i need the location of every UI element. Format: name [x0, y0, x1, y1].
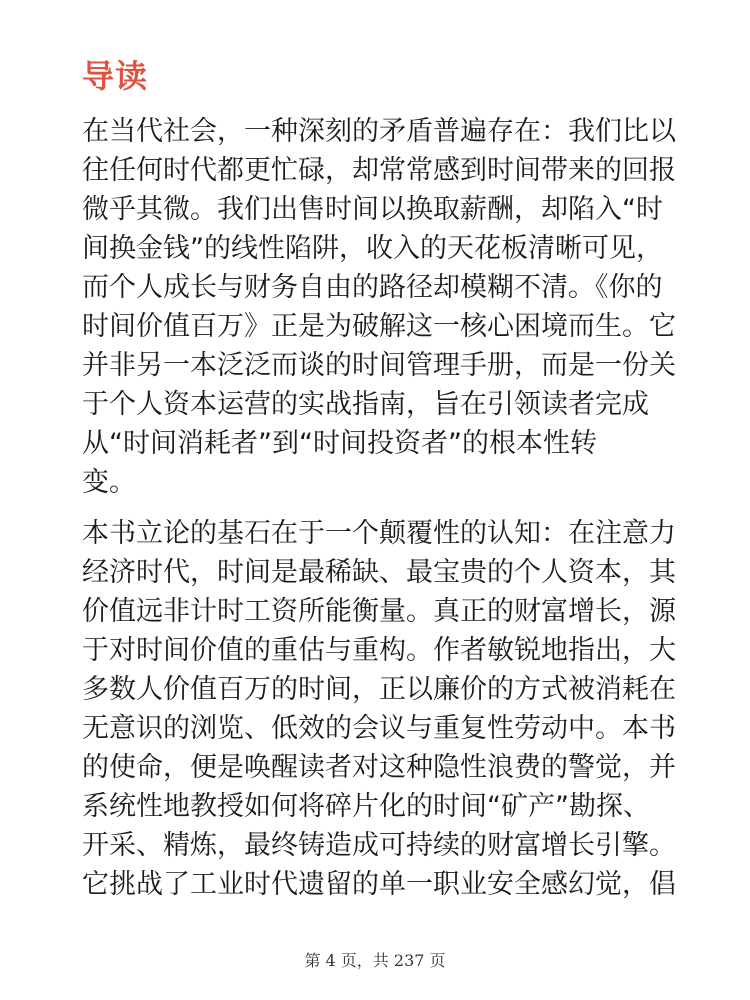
page-number: 第 4 页，共 237 页 — [304, 951, 446, 970]
text-line: 于个人资本运营的实战指南，旨在引领读者完成 — [82, 389, 649, 420]
text-line: 而个人成长与财务自由的路径却模糊不清。《你的 — [82, 272, 663, 303]
text-line: 变。 — [82, 467, 136, 498]
text-line: 价值远非计时工资所能衡量。真正的财富增长，源 — [82, 596, 676, 627]
text-line: 经济时代，时间是最稀缺、最宝贵的个人资本，其 — [82, 557, 676, 588]
paragraph — [82, 514, 676, 904]
text-line: 无意识的浏览、低效的会议与重复性劳动中。本书 — [82, 713, 676, 744]
text-line: 从“时间消耗者”到“时间投资者”的根本性转 — [82, 428, 597, 459]
text-line: 开采、精炼，最终铸造成可持续的财富增长引擎。 — [82, 830, 676, 861]
text-line: 的使命，便是唤醒读者对这种隐性浪费的警觉，并 — [82, 752, 676, 783]
text-line: 于对时间价值的重估与重构。作者敏锐地指出，大 — [82, 635, 676, 666]
text-line: 往任何时代都更忙碌，却常常感到时间带来的回报 — [82, 155, 676, 186]
text-line: 在当代社会，一种深刻的矛盾普遍存在：我们比以 — [82, 116, 676, 147]
text-line: 间换金钱”的线性陷阱，收入的天花板清晰可见， — [82, 233, 663, 264]
body-text — [82, 112, 676, 916]
text-line: 时间价值百万》正是为破解这一核心困境而生。它 — [82, 311, 676, 342]
text-line: 本书立论的基石在于一个颠覆性的认知：在注意力 — [82, 518, 676, 549]
text-line: 并非另一本泛泛而谈的时间管理手册，而是一份关 — [82, 350, 676, 381]
text-line: 多数人价值百万的时间，正以廉价的方式被消耗在 — [82, 674, 676, 705]
text-line: 微乎其微。我们出售时间以换取薪酬，却陷入“时 — [82, 194, 663, 225]
text-line: 系统性地教授如何将碎片化的时间“矿产”勘探、 — [82, 791, 650, 822]
section-heading: 导读 — [82, 57, 149, 95]
paragraph — [82, 112, 676, 502]
text-line: 它挑战了工业时代遗留的单一职业安全感幻觉，倡 — [82, 869, 676, 900]
